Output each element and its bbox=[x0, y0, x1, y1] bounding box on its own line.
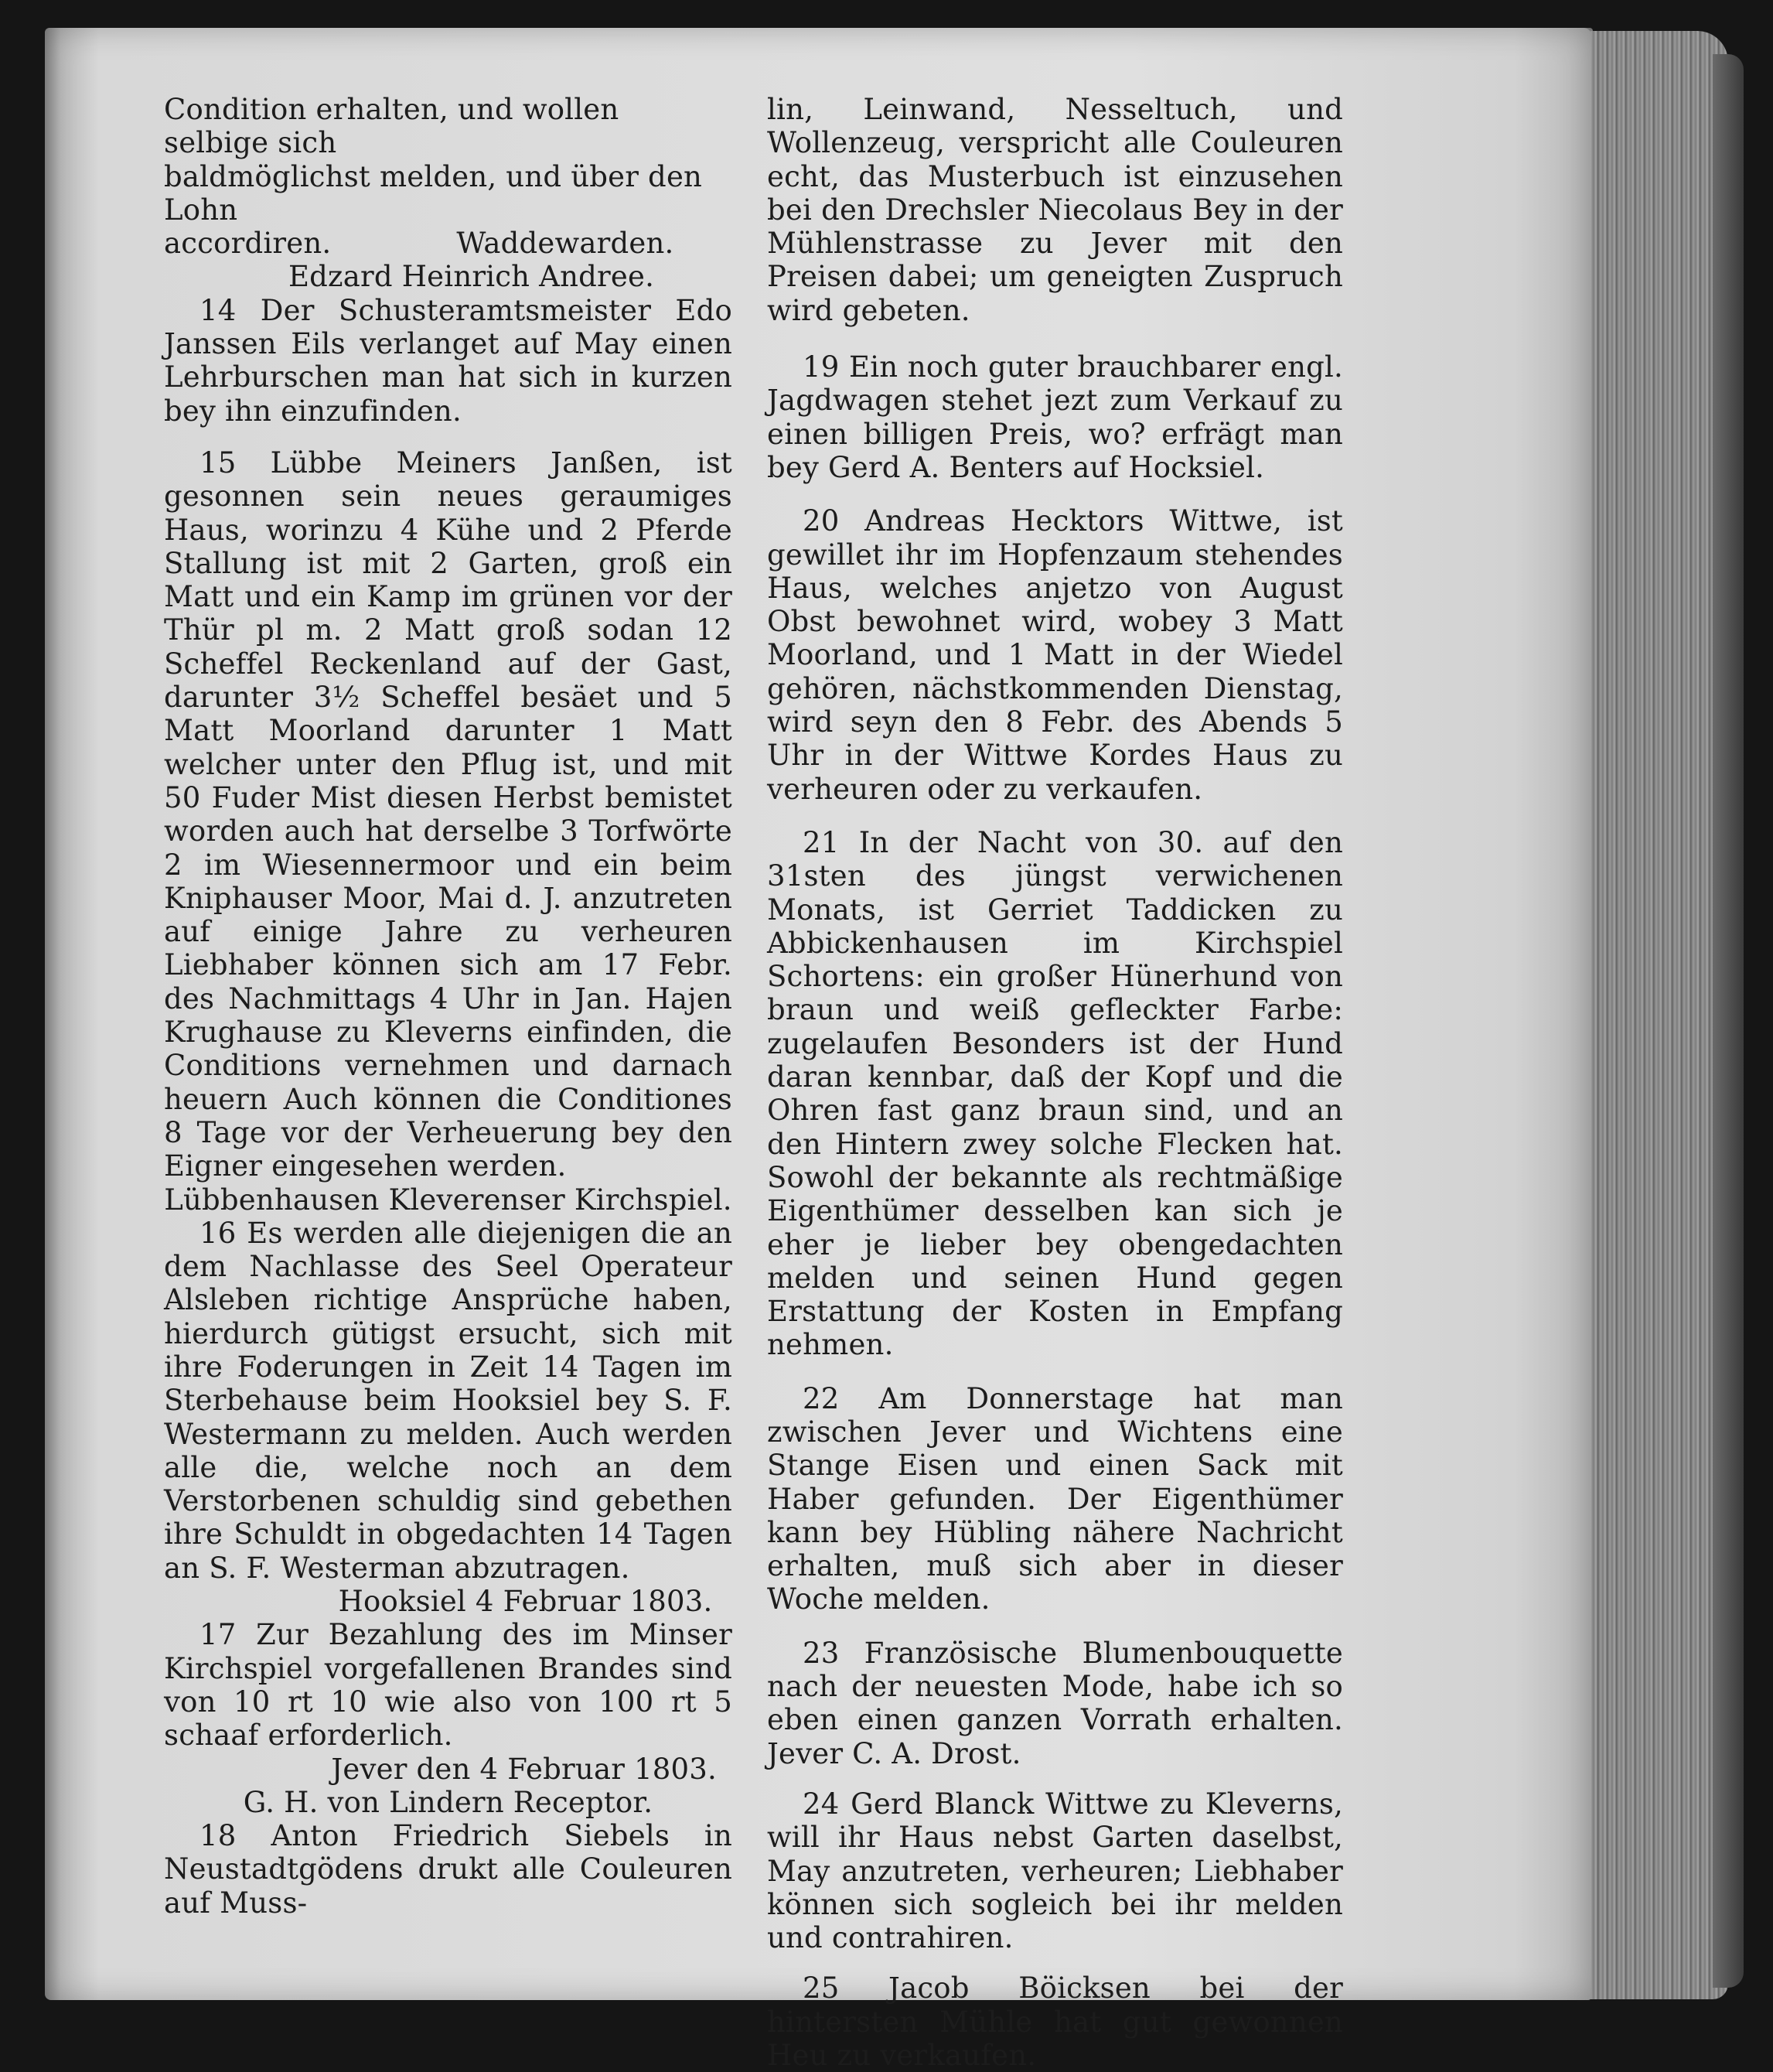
notice-17-place: Jever den 4 Februar 1803. bbox=[331, 1752, 717, 1786]
notice-15-signature: Lübbenhausen Kleverenser Kirchspiel. bbox=[164, 1183, 732, 1217]
notice-17: 17 Zur Bezahlung des im Minser Kirchspiel vorgefallenen Brandes sind von 10 rt 10 wie also von 100 rt 5 schaaf erforderlich. bbox=[164, 1618, 732, 1753]
book-page-edges bbox=[1589, 31, 1728, 1999]
notice-23: 23 Französische Blumenbouquette nach der neuesten Mode, habe ich so eben einen ganzen Vorrath erhalten. Jever C. A. Drost. bbox=[767, 1636, 1343, 1770]
notice-18-start: 18 Anton Friedrich Siebels in Neustadtgödens drukt alle Couleuren auf Muss- bbox=[164, 1819, 732, 1920]
right-column bbox=[767, 93, 1343, 2072]
intro-line-3-text: accordiren. bbox=[164, 227, 332, 261]
intro-signer: Edzard Heinrich Andree. bbox=[288, 260, 655, 294]
notice-15: 15 Lübbe Meiners Janßen, ist gesonnen sein neues geraumiges Haus, worinzu 4 Kühe und 2 Pferde Stallung ist mit 2 Garten, groß ein Matt und ein Kamp im grünen vor der Thür pl m. 2 Matt groß sodan 12 Scheffel Reckenland auf der Gast, darunter 3½ Scheffel besäet und 5 Matt Moorland darunter 1 Matt welcher unter den Pflug ist, und mit 50 Fuder Mist diesen Herbst bemistet worden auch hat derselbe 3 Torfwörte 2 im Wiesennermoor und ein beim Kniphauser Moor, Mai d. J. anzutreten auf einige Jahre zu verheuren Liebhaber können sich am 17 Febr. des Nachmittags 4 Uhr in Jan. Hajen Krughause zu Kleverns einfinden, die Conditions vernehmen und darnach heuern Auch können die Conditiones 8 Tage vor der Verheuerung bey den Eigner eingesehen werden. bbox=[164, 445, 732, 1183]
notice-25: 25 Jacob Böicksen bei der hintersten Mühle hat gut gewonnen Heu zu verkaufen. bbox=[767, 1971, 1343, 2072]
notice-17-signature: G. H. von Lindern Receptor. bbox=[243, 1785, 653, 1819]
notice-22: 22 Am Donnerstage hat man zwischen Jever und Wichtens eine Stange Eisen und einen Sack mit Haber gefunden. Der Eigenthümer kann bey Hübling nähere Nachricht erhalten, muß sich aber in dieser Woche melden. bbox=[767, 1381, 1343, 1616]
intro-line-3 bbox=[164, 227, 732, 260]
intro-place: Waddewarden. bbox=[456, 227, 674, 261]
notice-16-signature: Hooksiel 4 Februar 1803. bbox=[338, 1585, 713, 1619]
notice-19: 19 Ein noch guter brauchbarer engl. Jagdwagen stehet jezt zum Verkauf zu einen billigen Preis, wo? erfrägt man bey Gerd A. Benters auf Hocksiel. bbox=[767, 350, 1343, 484]
notice-18-continued: lin, Leinwand, Nesseltuch, und Wollenzeug, verspricht alle Couleuren echt, das Musterbuch ist einzusehen bei den Drechsler Niecolaus Bey in der Mühlenstrasse zu Jever mit den Preisen dabei; um geneigten Zuspruch wird gebeten. bbox=[767, 93, 1343, 327]
notice-20: 20 Andreas Hecktors Wittwe, ist gewillet ihr im Hopfenzaum stehendes Haus, welches anjetzo von August Obst bewohnet wird, wobey 3 Matt Moorland, und 1 Matt in der Wiedel gehören, nächstkommenden Dienstag, wird seyn den 8 Febr. des Abends 5 Uhr in der Wittwe Kordes Haus zu verheuren oder zu verkaufen. bbox=[767, 504, 1343, 806]
notice-14: 14 Der Schusteramtsmeister Edo Janssen Eils verlanget auf May einen Lehrburschen man hat sich in kurzen bey ihn einzufinden. bbox=[164, 293, 732, 428]
intro-line-2: baldmöglichst melden, und über den Lohn bbox=[164, 159, 703, 227]
notice-16: 16 Es werden alle diejenigen die an dem Nachlasse des Seel Operateur Alsleben richtige Ansprüche haben, hierdurch gütigst ersucht, sich mit ihre Foderungen in Zeit 14 Tagen im Sterbehause beim Hooksiel bey S. F. Westermann zu melden. Auch werden alle die, welche noch an dem Verstorbenen schuldig sind gebethen ihre Schuldt in obgedachten 14 Tagen an S. F. Westerman abzutragen. bbox=[164, 1216, 732, 1585]
intro-line-1: Condition erhalten, und wollen selbige sich bbox=[164, 93, 619, 160]
notice-24: 24 Gerd Blanck Wittwe zu Kleverns, will ihr Haus nebst Garten daselbst, May anzutreten, verheuren; Liebhaber können sich sogleich bei ihr melden und contrahiren. bbox=[767, 1787, 1343, 1955]
left-column bbox=[164, 93, 732, 1920]
notice-21: 21 In der Nacht von 30. auf den 31sten des jüngst verwichenen Monats, ist Gerriet Taddicken zu Abbickenhausen im Kirchspiel Schortens: ein großer Hünerhund von braun und weiß gefleckter Farbe: zugelaufen Besonders ist der Hund daran kennbar, daß der Kopf und die Ohren fast ganz braun sind, und an den Hintern zwey solche Flecken hat. Sowohl der bekannte als rechtmäßige Eigenthümer desselben kan sich je eher je lieber bey obengedachten melden und seinen Hund gegen Erstattung der Kosten in Empfang nehmen. bbox=[767, 825, 1343, 1362]
